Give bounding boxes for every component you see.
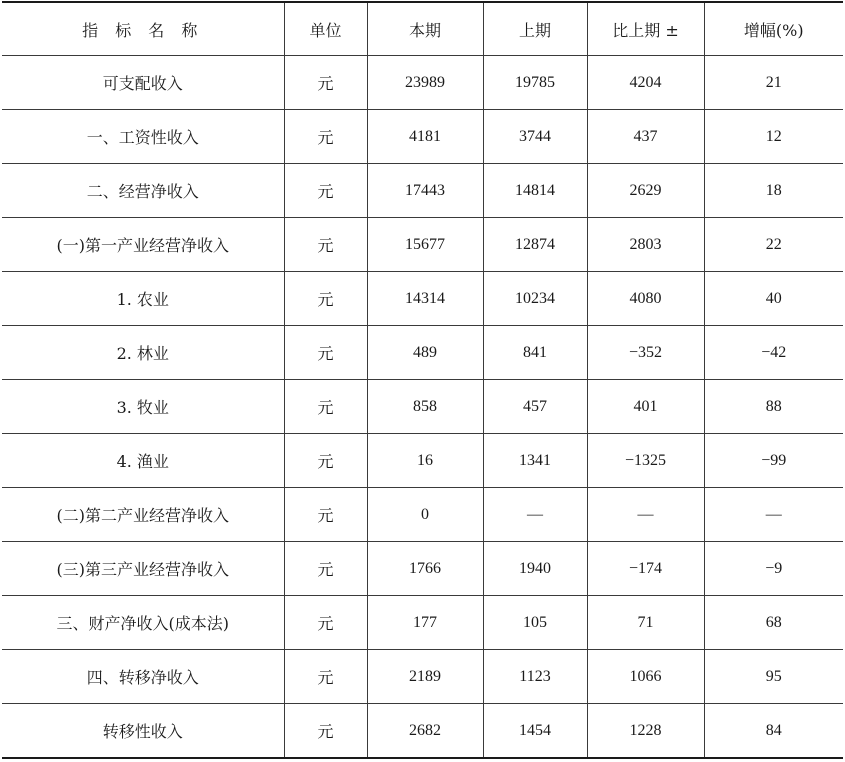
row-unit: 元 xyxy=(284,380,367,434)
row-indicator-name: 1. 农业 xyxy=(2,272,284,326)
header-unit: 单位 xyxy=(284,2,367,56)
row-unit: 元 xyxy=(284,56,367,110)
table-header-row xyxy=(2,2,843,56)
row-growth-rate: 40 xyxy=(704,272,843,326)
row-current-value: 177 xyxy=(367,596,483,650)
row-indicator-name: 转移性收入 xyxy=(2,704,284,759)
row-unit: 元 xyxy=(284,434,367,488)
row-growth-rate: 21 xyxy=(704,56,843,110)
table-row xyxy=(2,326,843,380)
table-row xyxy=(2,434,843,488)
table-row xyxy=(2,272,843,326)
row-current-value: 0 xyxy=(367,488,483,542)
row-current-value: 16 xyxy=(367,434,483,488)
table-row xyxy=(2,380,843,434)
row-change-value: — xyxy=(587,488,704,542)
row-growth-rate: 88 xyxy=(704,380,843,434)
row-current-value: 14314 xyxy=(367,272,483,326)
table-row xyxy=(2,704,843,759)
row-growth-rate: 22 xyxy=(704,218,843,272)
header-change-vs-previous: 比上期 ± xyxy=(587,2,704,56)
row-indicator-name: 三、财产净收入(成本法) xyxy=(2,596,284,650)
table-row xyxy=(2,218,843,272)
row-growth-rate: −9 xyxy=(704,542,843,596)
row-change-value: 4204 xyxy=(587,56,704,110)
row-growth-rate: — xyxy=(704,488,843,542)
row-current-value: 23989 xyxy=(367,56,483,110)
row-growth-rate: 68 xyxy=(704,596,843,650)
row-unit: 元 xyxy=(284,488,367,542)
row-change-value: 2803 xyxy=(587,218,704,272)
row-previous-value: 19785 xyxy=(483,56,587,110)
row-indicator-name: 3. 牧业 xyxy=(2,380,284,434)
row-change-value: 437 xyxy=(587,110,704,164)
row-indicator-name: 2. 林业 xyxy=(2,326,284,380)
header-indicator-name: 指 标 名 称 xyxy=(2,2,284,56)
row-indicator-name: (一)第一产业经营净收入 xyxy=(2,218,284,272)
row-indicator-name: 四、转移净收入 xyxy=(2,650,284,704)
row-change-value: 2629 xyxy=(587,164,704,218)
row-current-value: 1766 xyxy=(367,542,483,596)
row-indicator-name: (二)第二产业经营净收入 xyxy=(2,488,284,542)
row-previous-value: 3744 xyxy=(483,110,587,164)
row-unit: 元 xyxy=(284,650,367,704)
row-previous-value: 10234 xyxy=(483,272,587,326)
row-indicator-name: 4. 渔业 xyxy=(2,434,284,488)
row-unit: 元 xyxy=(284,596,367,650)
row-change-value: 71 xyxy=(587,596,704,650)
row-change-value: 1228 xyxy=(587,704,704,759)
table-row xyxy=(2,164,843,218)
row-current-value: 2682 xyxy=(367,704,483,759)
row-previous-value: 1940 xyxy=(483,542,587,596)
row-change-value: 401 xyxy=(587,380,704,434)
row-current-value: 489 xyxy=(367,326,483,380)
table-row xyxy=(2,542,843,596)
header-previous-period: 上期 xyxy=(483,2,587,56)
row-previous-value: 105 xyxy=(483,596,587,650)
row-current-value: 15677 xyxy=(367,218,483,272)
row-previous-value: 457 xyxy=(483,380,587,434)
row-previous-value: 1454 xyxy=(483,704,587,759)
table-row xyxy=(2,110,843,164)
table-row xyxy=(2,650,843,704)
income-statistics-table xyxy=(2,1,843,759)
row-current-value: 2189 xyxy=(367,650,483,704)
row-unit: 元 xyxy=(284,218,367,272)
table-row xyxy=(2,56,843,110)
header-growth-rate: 增幅(%) xyxy=(704,2,843,56)
row-change-value: −352 xyxy=(587,326,704,380)
row-previous-value: 1341 xyxy=(483,434,587,488)
row-growth-rate: 18 xyxy=(704,164,843,218)
row-previous-value: 1123 xyxy=(483,650,587,704)
table-body xyxy=(2,56,843,759)
row-change-value: 4080 xyxy=(587,272,704,326)
row-unit: 元 xyxy=(284,704,367,759)
row-growth-rate: 95 xyxy=(704,650,843,704)
row-current-value: 858 xyxy=(367,380,483,434)
row-current-value: 17443 xyxy=(367,164,483,218)
row-indicator-name: (三)第三产业经营净收入 xyxy=(2,542,284,596)
row-unit: 元 xyxy=(284,110,367,164)
row-indicator-name: 一、工资性收入 xyxy=(2,110,284,164)
row-growth-rate: 12 xyxy=(704,110,843,164)
row-unit: 元 xyxy=(284,542,367,596)
row-change-value: −1325 xyxy=(587,434,704,488)
row-unit: 元 xyxy=(284,326,367,380)
row-current-value: 4181 xyxy=(367,110,483,164)
header-current-period: 本期 xyxy=(367,2,483,56)
row-change-value: 1066 xyxy=(587,650,704,704)
row-change-value: −174 xyxy=(587,542,704,596)
row-growth-rate: 84 xyxy=(704,704,843,759)
row-growth-rate: −99 xyxy=(704,434,843,488)
row-unit: 元 xyxy=(284,272,367,326)
table-row xyxy=(2,488,843,542)
row-unit: 元 xyxy=(284,164,367,218)
row-previous-value: 841 xyxy=(483,326,587,380)
row-previous-value: 12874 xyxy=(483,218,587,272)
table-row xyxy=(2,596,843,650)
row-previous-value: — xyxy=(483,488,587,542)
row-indicator-name: 二、经营净收入 xyxy=(2,164,284,218)
row-previous-value: 14814 xyxy=(483,164,587,218)
row-growth-rate: −42 xyxy=(704,326,843,380)
row-indicator-name: 可支配收入 xyxy=(2,56,284,110)
